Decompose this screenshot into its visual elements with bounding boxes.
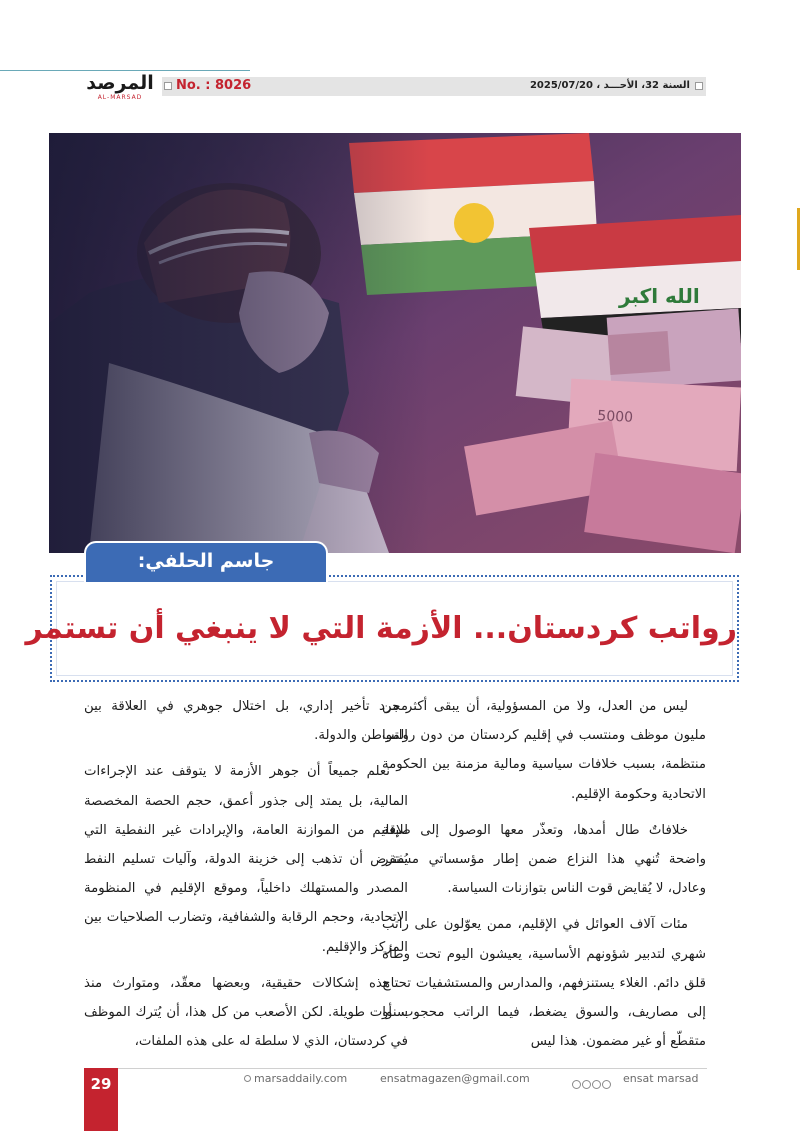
paragraph: مجرد تأخير إداري، بل اختلال جوهري في العلاقة بين المواطن والدولة. (84, 699, 408, 744)
website-link[interactable]: marsaddaily.com (254, 1072, 348, 1085)
issue-date: السنة 32، الأحـــد ، 2025/07/20 (529, 80, 690, 91)
paragraph: نعلم جميعاً أن جوهر الأزمة لا يتوقف عند الإجراءات المالية، بل يمتد إلى جذور أعمق، حجم الحصة المخصصة للإقليم من الموازنة العامة، والإيرادات غير النفطية التي يُفترض أن تذهب إلى خزينة الدولة، وآليات تسليم النفط المصدر والمستهلك داخلياً، وموقع الإقليم في المنظومة الاتحادية، وحجم الرقابة والشفافية، وتضارب الصلاحيات بين المركز والإقليم. (84, 764, 408, 955)
paragraph: ليس من العدل، ولا من المسؤولية، أن يبقى أكثر من مليون موظف ومنتسب في إقليم كردستان من دون رواتب منتظمة، بسبب خلافات سياسية ومالية مزمنة بين الحكومة الاتحادية وحكومة الإقليم. (382, 699, 706, 802)
facebook-icon[interactable] (572, 1080, 581, 1089)
page-number-box (84, 1068, 118, 1131)
youtube-icon[interactable] (602, 1080, 611, 1089)
issue-header-bar (162, 77, 706, 96)
footer-website[interactable] (244, 1072, 347, 1085)
footer-rule (117, 1068, 707, 1069)
twitter-icon[interactable] (582, 1080, 591, 1089)
square-bullet-icon (164, 82, 172, 90)
paragraph: مئات آلاف العوائل في الإقليم، ممن يعوّلون على راتب شهري لتدبير شؤونهم الأساسية، يعيشون اليوم تحت وطأة قلق دائم. الغلاء يستنزفهم، والمدارس والمستشفيات تحتاج إلى مصاريف، والسوق يضغط، فيما الراتب محجوب أو متقطّع أو غير مضمون. هذا ليس (382, 917, 706, 1050)
globe-icon (244, 1075, 251, 1082)
paragraph: هذه إشكالات حقيقية، وبعضها معقّد، ومتوارث منذ سنوات طويلة. لكن الأصعب من كل هذا، أن يُترك الموظف في كردستان، الذي لا سلطة له على هذه الملفات، (84, 975, 408, 1050)
headline-box (25, 575, 739, 682)
top-rule (0, 70, 250, 71)
author-tab (84, 541, 328, 582)
issue-number: No. : 8026 (176, 78, 252, 93)
logo-arabic: المرصد (86, 72, 154, 94)
masthead-logo (84, 72, 156, 102)
author-name: جاسم الحلفي: (137, 550, 275, 572)
square-bullet-icon (695, 82, 703, 90)
article-column-right (382, 692, 706, 1063)
article-column-left (84, 692, 408, 1063)
hero-image (49, 133, 741, 553)
footer-brand: ensat marsad (623, 1072, 699, 1085)
logo-latin: AL-MARSAD (97, 94, 143, 101)
paragraph: خلافاتٌ طال أمدها، وتعذّر معها الوصول إلى صيغة واضحة تُنهي هذا النزاع ضمن إطار مؤسساتي مستقر وعادل، لا يُقايض قوت الناس بتوازنات السياسة. (382, 822, 706, 897)
hero-illustration (49, 133, 741, 553)
article-title: رواتب كردستان... الأزمة التي لا ينبغي أن تستمر (25, 611, 737, 646)
footer-email[interactable]: ensatmagazen@gmail.com (380, 1072, 530, 1085)
page-number: 29 (90, 1075, 112, 1093)
social-icons (572, 1074, 612, 1083)
instagram-icon[interactable] (592, 1080, 601, 1089)
